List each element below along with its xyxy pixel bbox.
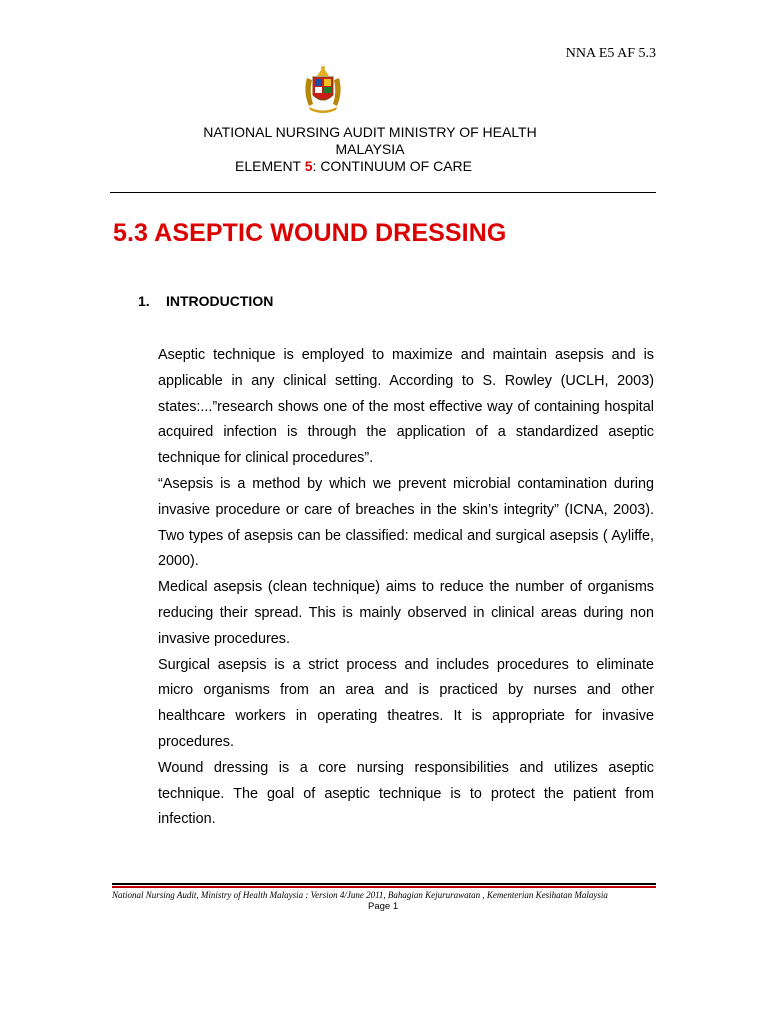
paragraph-asepsis-definition: “Asepsis is a method by which we prevent microbial contamination during invasive procedure or care of breaches in the skin’s integrity” (ICNA, 2003). Two types of asepsis can be classified: medical and surgical asepsis ( Ayliffe, 2000). xyxy=(158,475,654,570)
paragraph-medical-asepsis: Medical asepsis (clean technique) aims to reduce the number of organisms reducing their spread. This is mainly observed in clinical areas during non invasive procedures. xyxy=(158,579,654,647)
header-element-suffix: : CONTINUUM OF CARE xyxy=(312,158,472,174)
header-element-number: 5 xyxy=(304,158,313,174)
header-divider xyxy=(110,192,656,193)
header-ministry: NATIONAL NURSING AUDIT MINISTRY OF HEALTH xyxy=(203,124,537,140)
document-code: NNA E5 AF 5.3 xyxy=(565,46,656,61)
paragraph-surgical-asepsis: Surgical asepsis is a strict process and includes procedures to eliminate micro organisms from an area and is practiced by nurses and other healthcare workers in operating theatres. It is appropriate for invasive procedures. xyxy=(158,656,654,750)
section-number: 1. xyxy=(138,293,150,309)
document-title: 5.3 ASEPTIC WOUND DRESSING xyxy=(113,219,507,247)
footer-divider-black xyxy=(112,883,656,885)
section-title: INTRODUCTION xyxy=(166,293,274,309)
malaysia-coat-of-arms-icon xyxy=(300,64,346,114)
page-number: Page 1 xyxy=(368,901,399,912)
document-header xyxy=(110,124,630,175)
header-element-prefix: ELEMENT xyxy=(234,158,305,174)
page-footer xyxy=(112,890,656,912)
header-element xyxy=(77,158,630,175)
header-country: MALAYSIA xyxy=(335,141,405,157)
footer-divider-red xyxy=(112,886,656,888)
paragraph-aseptic-technique: Aseptic technique is employed to maximize and maintain asepsis and is applicable in any clinical setting. According to S. Rowley (UCLH, 2003) states:...”research shows one of the most effective way of containing hospital acquired infection is through the application of a standardized aseptic technique for clinical procedures”. xyxy=(158,347,654,467)
footer-text: National Nursing Audit, Ministry of Health Malaysia : Version 4/June 2011, Bahagian Kejururawatan , Kementerian Kesihatan Malaysia xyxy=(112,890,608,900)
paragraph-wound-dressing: Wound dressing is a core nursing responsibilities and utilizes aseptic technique. The goal of aseptic technique is to protect the patient from infection. xyxy=(158,759,654,828)
introduction-body xyxy=(158,343,654,833)
section-heading xyxy=(138,293,273,309)
